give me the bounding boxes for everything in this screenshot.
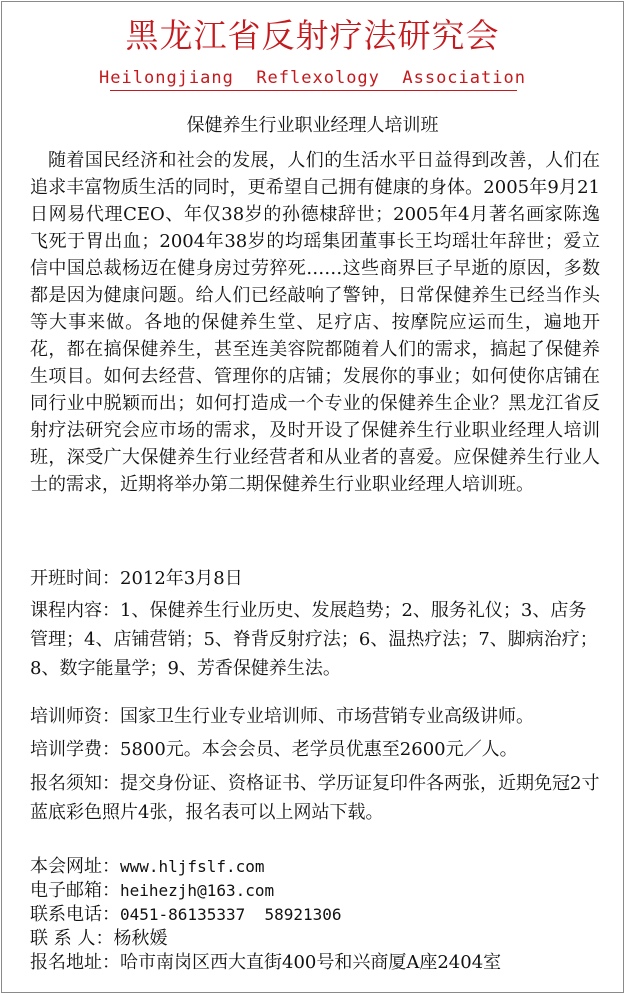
address-row bbox=[30, 951, 600, 975]
email-label: 电子邮箱： bbox=[30, 880, 120, 901]
address: 哈市南岗区西大直街400号和兴商厦A座2404室 bbox=[120, 952, 502, 973]
contact-block bbox=[30, 855, 600, 975]
course-heading: 保健养生行业职业经理人培训班 bbox=[186, 115, 439, 136]
intro-paragraph: 随着国民经济和社会的发展，人们的生活水平日益得到改善，人们在追求丰富物质生活的同时，更希望自己拥有健康的身体。2005年9月21日网易代理CEO、年仅38岁的孙德棣辞世；2005年4月著名画家陈逸飞死于胃出血；2004年38岁的均瑶集团董事长王均瑶壮年辞世；爱立信中国总裁杨迈在健身房过劳猝死……这些商界巨子早逝的原因，多数都是因为健康问题。给人们已经敲响了警钟，日常保健养生已经当作头等大事来做。各地的保健养生堂、足疗店、按摩院应运而生，遍地开花，都在搞保健养生，甚至连美容院都随着人们的需求，搞起了保健养生项目。如何去经营、管理你的店铺；发展你的事业；如何使你店铺在同行业中脱颖而出；如何打造成一个专业的保健养生企业？黑龙江省反射疗法研究会应市场的需求，及时开设了保健养生行业职业经理人培训班，深受广大保健养生行业经营者和从业者的喜爱。应保健养生行业人士的需求，近期将举办第二期保健养生行业职业经理人培训班。 bbox=[30, 150, 600, 495]
title-underline bbox=[110, 90, 517, 91]
phone-label: 联系电话： bbox=[30, 904, 120, 925]
start-date: 开班时间：2012年3月8日 bbox=[30, 568, 243, 589]
association-title: 黑龙江省反射疗法研究会 bbox=[125, 16, 500, 55]
contact-person: 杨秋媛 bbox=[113, 928, 168, 949]
website-link[interactable]: www.hljfslf.com bbox=[120, 857, 265, 876]
address-label: 报名地址： bbox=[30, 952, 120, 973]
email-row bbox=[30, 879, 600, 903]
contact-person-row bbox=[30, 927, 600, 951]
email-link[interactable]: heihezjh@163.com bbox=[120, 881, 275, 900]
website-row bbox=[30, 855, 600, 879]
website-label: 本会网址： bbox=[30, 856, 120, 877]
teachers: 培训师资：国家卫生行业专业培训师、市场营销专业高级讲师。 bbox=[30, 706, 534, 727]
course-content: 课程内容：1、保健养生行业历史、发展趋势；2、服务礼仪；3、店务管理；4、店铺营销；5、脊背反射疗法；6、温热疗法；7、脚病治疗；8、数字能量学；9、芳香保健养生法。 bbox=[30, 600, 598, 679]
phone-row bbox=[30, 903, 600, 927]
phone-numbers: 0451-86135337 58921306 bbox=[120, 905, 342, 924]
association-english-name: Heilongjiang Reflexology Association bbox=[99, 68, 526, 88]
contact-person-label: 联 系 人： bbox=[30, 928, 114, 949]
registration-notes: 报名须知：提交身份证、资格证书、学历证复印件各两张，近期免冠2寸蓝底彩色照片4张，报名表可以上网站下载。 bbox=[30, 773, 600, 823]
tuition-fee: 培训学费：5800元。本会会员、老学员优惠至2600元／人。 bbox=[30, 739, 518, 760]
